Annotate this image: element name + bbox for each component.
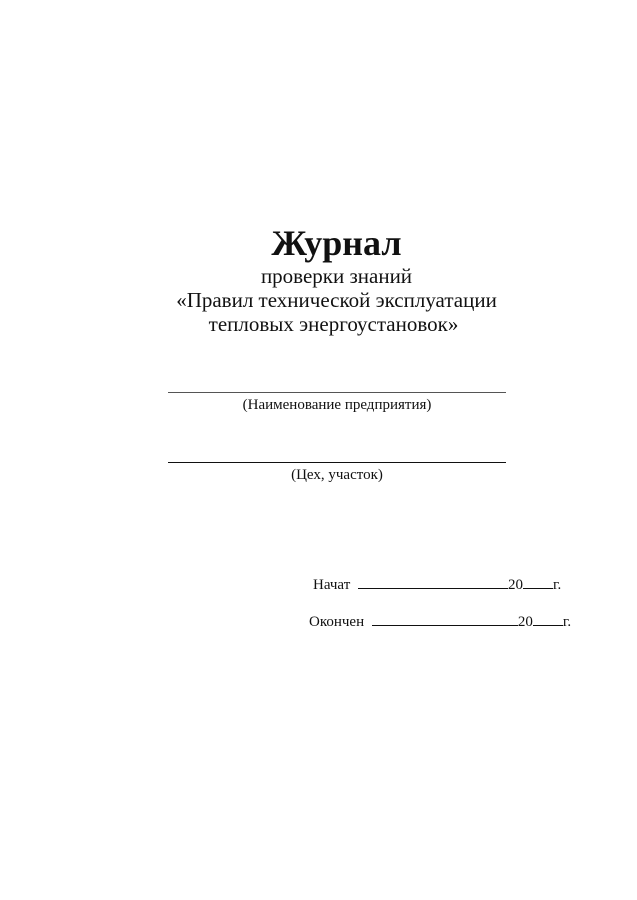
end-year-blank[interactable] — [533, 611, 563, 626]
subtitle-line-3: тепловых энергоустановок» — [208, 312, 459, 336]
start-year-suffix: г. — [553, 577, 562, 593]
title-block — [0, 222, 637, 336]
end-label: Окончен — [309, 614, 365, 630]
start-date-row — [313, 574, 561, 594]
start-label: Начат — [313, 577, 351, 593]
workshop-caption: (Цех, участок) — [291, 467, 383, 483]
end-year-suffix: г. — [562, 614, 572, 630]
workshop-field — [168, 462, 506, 484]
end-year-prefix: 20 — [517, 614, 533, 630]
start-year-blank[interactable] — [523, 574, 553, 589]
enterprise-name-caption: (Наименование предприятия) — [242, 397, 432, 413]
start-year-prefix: 20 — [508, 577, 524, 593]
subtitle-line-1: проверки знаний — [260, 264, 413, 288]
enterprise-name-line[interactable] — [168, 392, 506, 393]
subtitle-line-2: «Правил технической эксплуатации — [176, 288, 497, 312]
end-date-row — [309, 611, 571, 631]
start-date-blank[interactable] — [358, 574, 508, 589]
journal-title: Журнал — [271, 223, 402, 263]
end-date-blank[interactable] — [372, 611, 518, 626]
workshop-line[interactable] — [168, 462, 506, 463]
enterprise-name-field — [168, 392, 506, 414]
